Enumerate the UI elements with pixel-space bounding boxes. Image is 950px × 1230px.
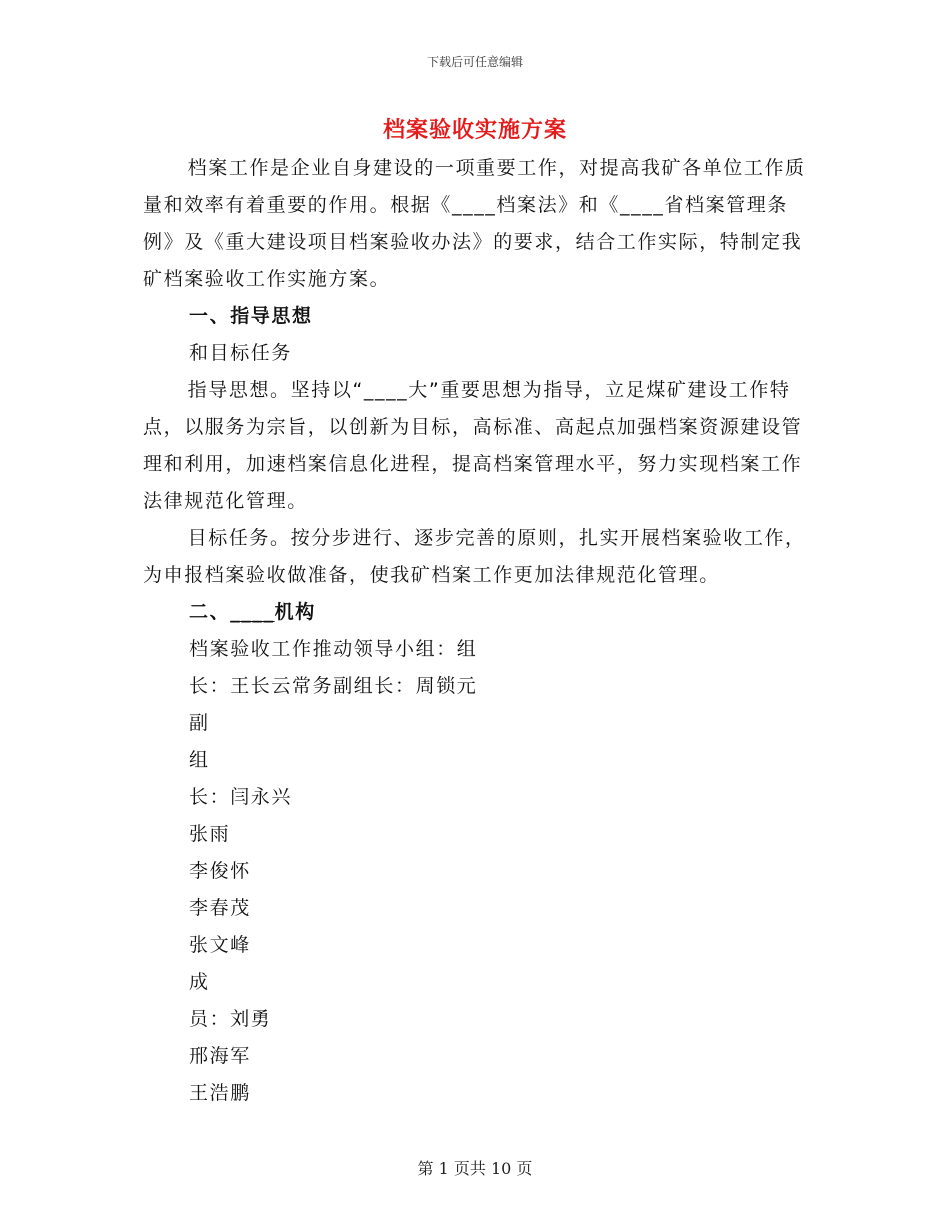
org-line: 成 [189,971,210,993]
guiding-paragraph: 指导思想。坚持以“____大”重要思想为指导，立足煤矿建设工作特点，以服务为宗旨，以创新为目标，高标准、高起点加强档案资源建设管理和利用，加速档案信息化进程，提高档案管理水平，努力实现档案工作法律规范化管理。 [143,379,803,512]
org-line: 员：刘勇 [189,1008,272,1030]
intro-paragraph: 档案工作是企业自身建设的一项重要工作，对提高我矿各单位工作质量和效率有着重要的作用。根据《____档案法》和《____省档案管理条例》及《重大建设项目档案验收办法》的要求，结合工作实际，特制定我矿档案验收工作实施方案。 [143,157,806,290]
org-line: 长：王长云常务副组长：周锁元 [189,675,478,697]
section-2-heading-suffix: 机构 [274,601,316,623]
section-2-heading-prefix: 二、 [189,601,231,623]
org-line: 张雨 [189,823,231,845]
document-title: 档案验收实施方案 [382,118,567,143]
org-line: 邢海军 [189,1045,251,1067]
org-line: 李春茂 [189,897,251,919]
org-line: 档案验收工作推动领导小组：组 [189,638,478,660]
org-line: 王浩鹏 [189,1082,251,1104]
org-line: 副 [189,712,210,734]
document-body [143,150,810,1112]
section-2-heading [143,594,810,631]
target-paragraph: 目标任务。按分步进行、逐步完善的原则，扎实开展档案验收工作，为申报档案验收做准备，使我矿档案工作更加法律规范化管理。 [143,527,806,586]
header-note: 下载后可任意编辑 [426,55,523,69]
section-2-heading-blank: ____ [230,601,275,623]
section-1-subheading: 和目标任务 [189,342,293,364]
page-footer: 第 1 页共 10 页 [417,1159,533,1178]
org-line: 组 [189,749,210,771]
org-line: 张文峰 [189,934,251,956]
section-1-heading: 一、指导思想 [189,305,313,327]
org-line: 长：闫永兴 [189,786,293,808]
org-line: 李俊怀 [189,860,251,882]
